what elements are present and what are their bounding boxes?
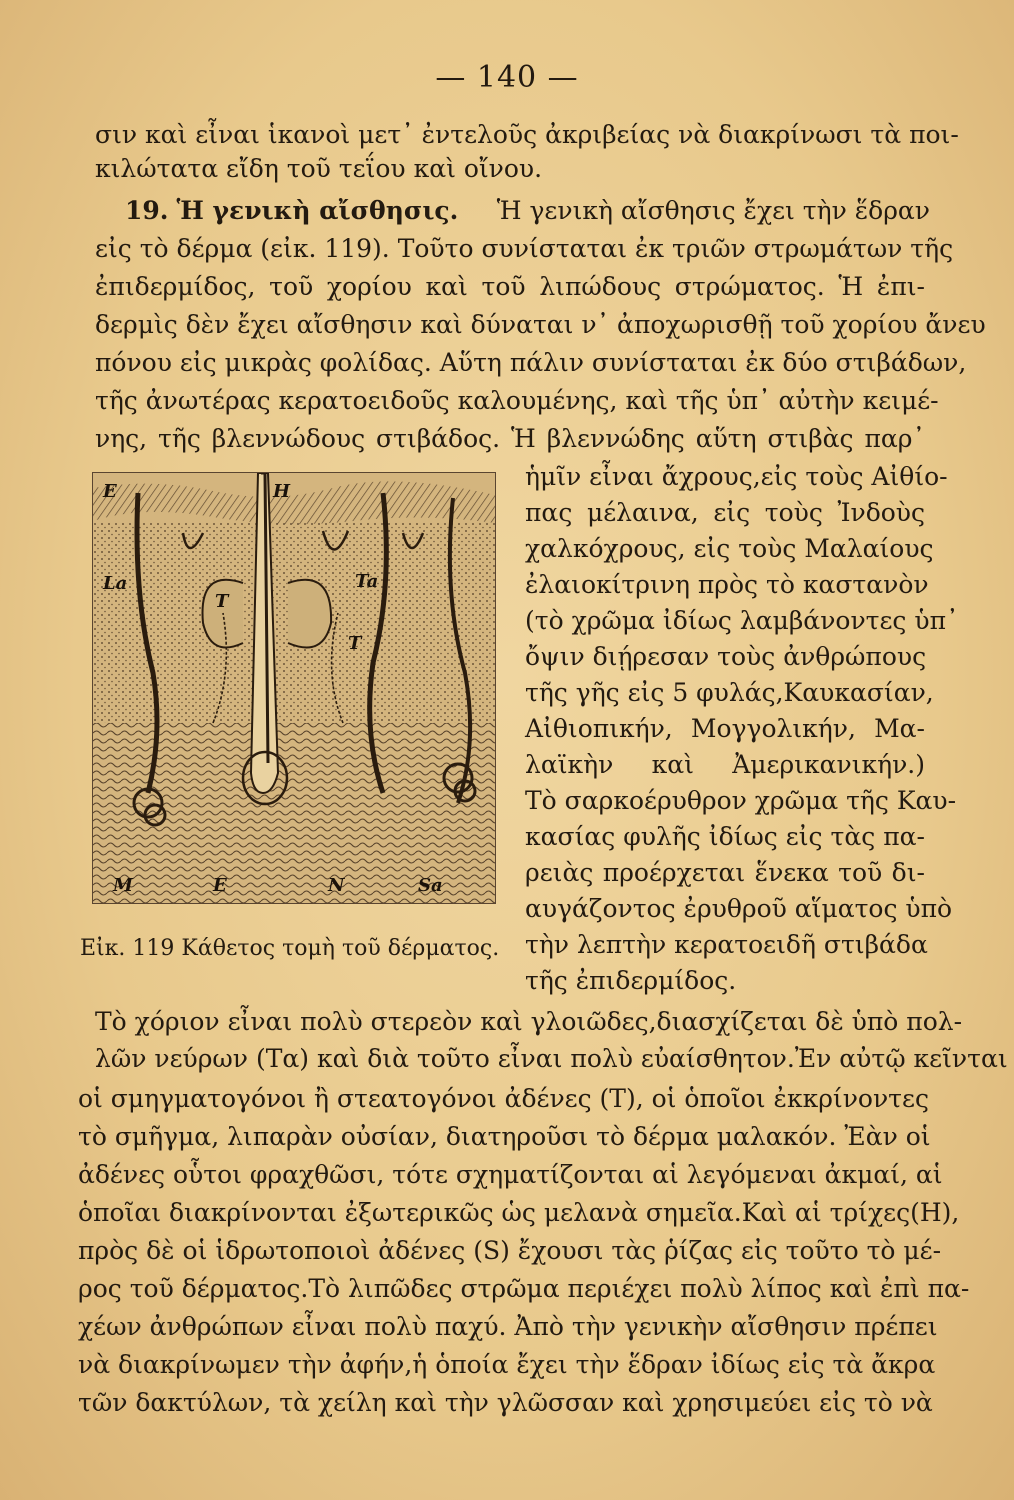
text-line: τῆς ἐπιδερμίδος.: [525, 966, 737, 995]
text-line: κιλώτατα εἴδη τοῦ τεΐου καὶ οἴνου.: [95, 154, 543, 183]
figure-label-e: E: [103, 481, 117, 502]
text-line: πας μέλαινα, εἰς τοὺς Ἰνδοὺς: [525, 498, 925, 527]
figure-label-t: T: [215, 591, 229, 612]
text-line: τῆς γῆς εἰς 5 φυλάς,Καυκασίαν,: [525, 678, 934, 707]
figure-label-e2: E: [213, 875, 227, 896]
text-line: νης, τῆς βλεννώδους στιβάδος. Ἡ βλεννώδης αὕτη στιβὰς παρ᾽: [95, 424, 925, 453]
figure-label-n: N: [328, 875, 345, 896]
text-line: ρος τοῦ δέρματος.Τὸ λιπῶδες στρῶμα περιέχει πολὺ λίπος καὶ ἐπὶ πα-: [78, 1274, 970, 1303]
text-line: ἐπιδερμίδος, τοῦ χορίου καὶ τοῦ λιπώδους στρώματος. Ἡ ἐπι-: [95, 272, 925, 301]
text-line: πρὸς δὲ οἱ ἱδρωτοποιοὶ ἀδένες (S) ἔχουσι τὰς ῥίζας εἰς τοῦτο τὸ μέ-: [78, 1236, 942, 1265]
figure-label-t2: T: [348, 633, 362, 654]
text-line: (τὸ χρῶμα ἰδίως λαμβάνοντες ὑπ᾽: [525, 606, 959, 635]
text-line: ὁποῖαι διακρίνονται ἐξωτερικῶς ὡς μελανὰ σημεῖα.Καὶ αἱ τρίχες(Η),: [78, 1198, 960, 1227]
figure-label-m: M: [113, 875, 133, 896]
text-line: κασίας φυλῆς ἰδίως εἰς τὰς πα-: [525, 822, 925, 851]
text-line: πόνου εἰς μικρὰς φολίδας. Αὕτη πάλιν συνίσταται ἐκ δύο στιβάδων,: [95, 348, 967, 377]
text-line: νὰ διακρίνωμεν τὴν ἀφήν,ἡ ὁποία ἔχει τὴν ἕδραν ἰδίως εἰς τὰ ἄκρα: [78, 1350, 936, 1379]
figure-label-ta: Ta: [355, 571, 379, 592]
skin-section-figure: [92, 472, 496, 904]
text-line: Αἰθιοπικήν, Μογγολικήν, Μα-: [525, 714, 925, 743]
text-line: ὄψιν διῄρεσαν τοὺς ἀνθρώπους: [525, 642, 927, 671]
text-line: χαλκόχρους, εἰς τοὺς Μαλαίους: [525, 534, 934, 563]
figure-label-sa: Sa: [418, 875, 443, 896]
text-line: εἰς τὸ δέρμα (εἰκ. 119). Τοῦτο συνίσταται ἐκ τριῶν στρωμάτων τῆς: [95, 234, 954, 263]
skin-cross-section-illustration: [93, 473, 495, 903]
section-title: Ἡ γενικὴ αἴσθησις.: [176, 196, 459, 225]
text-line: λαϊκὴν καὶ Ἀμερικανικήν.): [525, 750, 925, 779]
section-heading-line: [125, 194, 930, 228]
text-line: τῆς ἀνωτέρας κερατοειδοῦς καλουμένης, καὶ τῆς ὑπ᾽ αὐτὴν κειμέ-: [95, 386, 939, 415]
text-line: Τὸ χόριον εἶναι πολὺ στερεὸν καὶ γλοιῶδες,διασχίζεται δὲ ὑπὸ πολ-: [95, 1007, 963, 1036]
text-line: τὸ σμῆγμα, λιπαρὰν οὐσίαν, διατηροῦσι τὸ δέρμα μαλακόν. Ἐὰν οἱ: [78, 1122, 931, 1151]
text-line: Τὸ σαρκοέρυθρον χρῶμα τῆς Καυ-: [525, 786, 957, 815]
figure-caption: [80, 935, 508, 963]
figure-label-la: La: [103, 573, 128, 594]
text-line: δερμὶς δὲν ἔχει αἴσθησιν καὶ δύναται ν᾽ ἀποχωρισθῇ τοῦ χορίου ἄνευ: [95, 310, 986, 339]
text-segment: Ἡ γενικὴ αἴσθησις ἔχει τὴν ἕδραν: [496, 196, 930, 225]
page-number: — 140 —: [435, 60, 579, 95]
text-line: οἱ σμηγματογόνοι ἢ στεατογόνοι ἀδένες (Τ), οἱ ὁποῖοι ἐκκρίνοντες: [78, 1084, 929, 1113]
section-number: 19.: [125, 196, 169, 225]
text-line: λῶν νεύρων (Τα) καὶ διὰ τοῦτο εἶναι πολὺ εὐαίσθητον.Ἐν αὐτῷ κεῖνται: [95, 1044, 1008, 1073]
text-line: ἀδένες οὗτοι φραχθῶσι, τότε σχηματίζονται αἱ λεγόμεναι ἀκμαί, αἱ: [78, 1160, 943, 1189]
figure-label-h: H: [273, 481, 291, 502]
text-line: ἐλαιοκίτρινη πρὸς τὸ καστανὸν: [525, 570, 929, 599]
text-line: τὴν λεπτὴν κερατοειδῆ στιβάδα: [525, 930, 928, 959]
text-line: τῶν δακτύλων, τὰ χείλη καὶ τὴν γλῶσσαν καὶ χρησιμεύει εἰς τὸ νὰ: [78, 1388, 933, 1417]
text-line: ἡμῖν εἶναι ἄχρους,εἰς τοὺς Αἰθίο-: [525, 462, 948, 491]
section-heading: [125, 194, 458, 228]
figure-caption-text: Εἰκ. 119 Κάθετος τομὴ τοῦ δέρματος.: [80, 936, 500, 961]
text-line: σιν καὶ εἶναι ἱκανοὶ μετ᾽ ἐντελοῦς ἀκριβείας νὰ διακρίνωσι τὰ ποι-: [95, 120, 959, 149]
text-line: χέων ἀνθρώπων εἶναι πολὺ παχύ. Ἀπὸ τὴν γενικὴν αἴσθησιν πρέπει: [78, 1312, 938, 1341]
text-line: αυγάζοντος ἐρυθροῦ αἵματος ὑπὸ: [525, 894, 953, 923]
text-line: ρειὰς προέρχεται ἕνεκα τοῦ δι-: [525, 858, 925, 887]
